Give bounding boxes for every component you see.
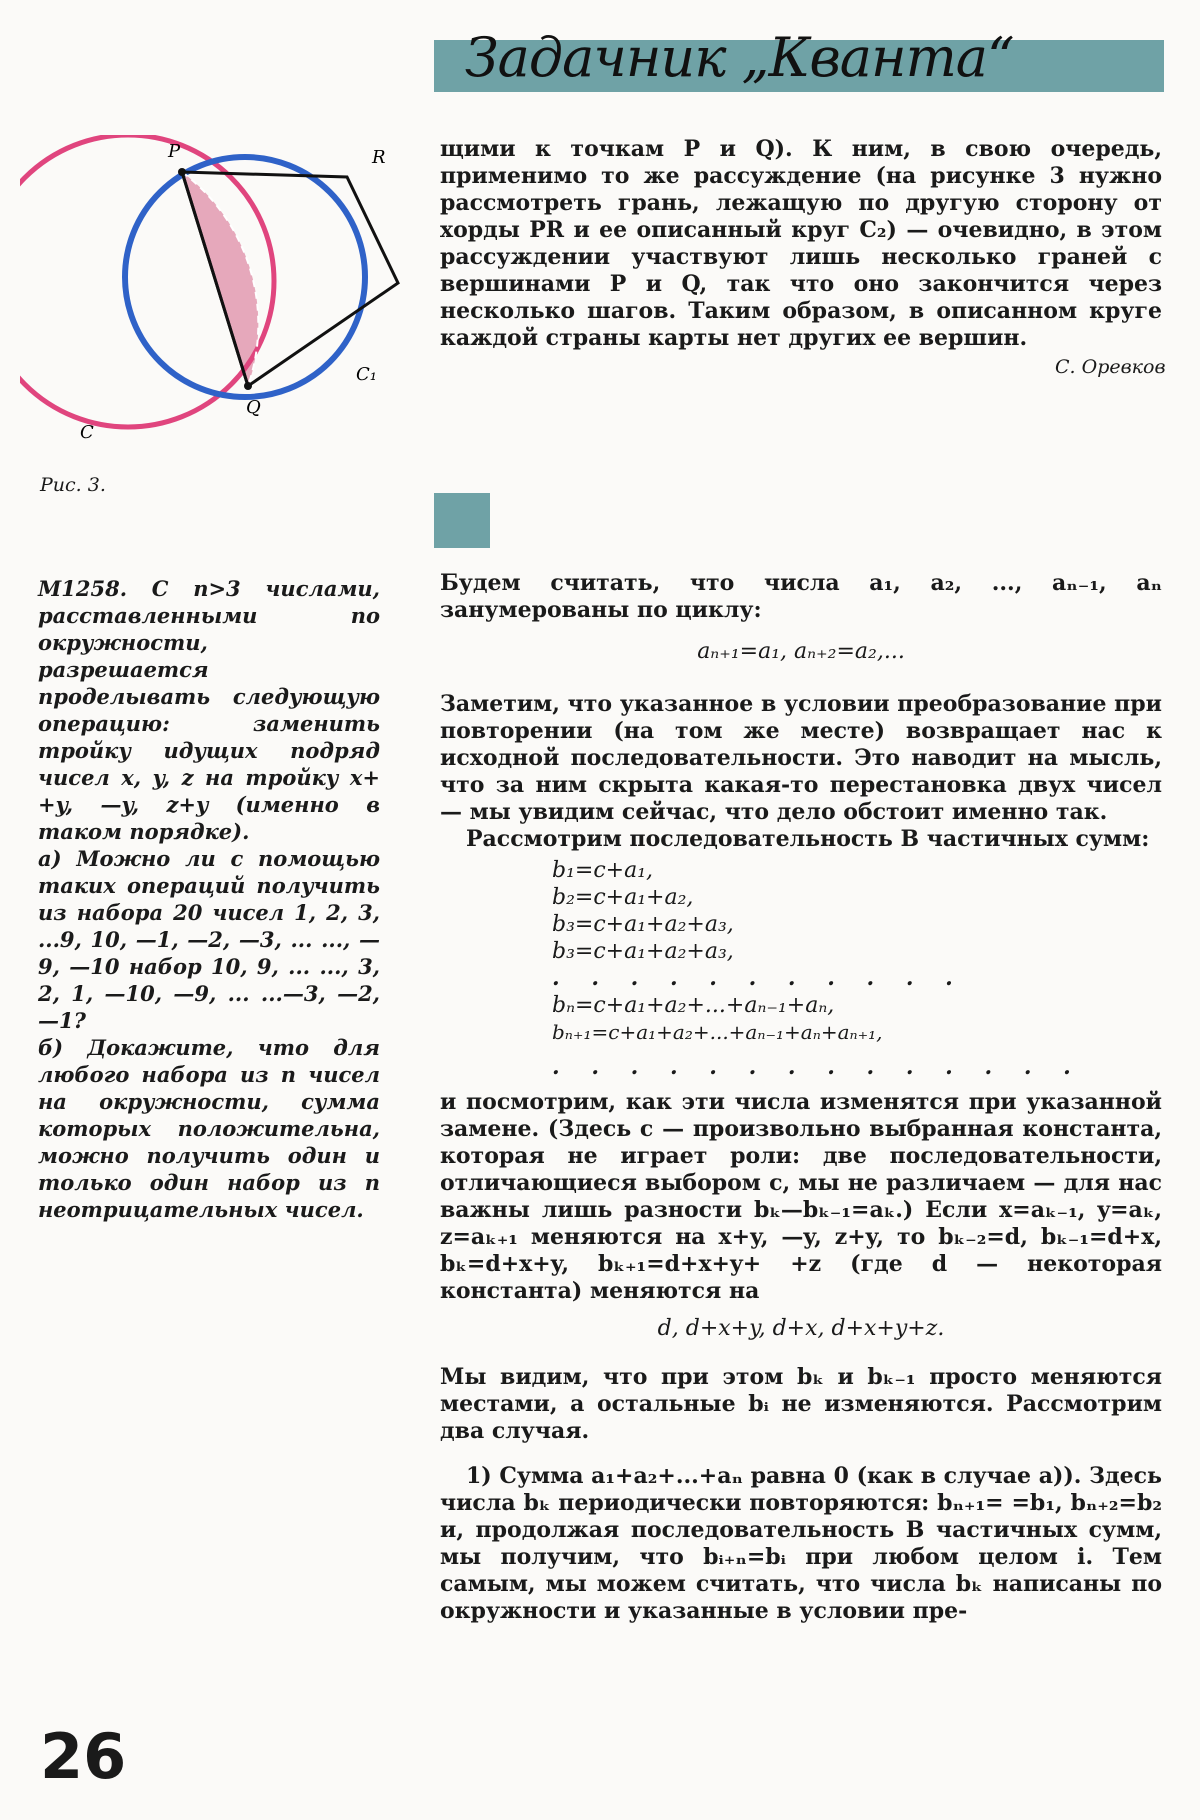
solution — [440, 570, 1162, 1625]
partial-sums-block — [552, 857, 1162, 1081]
label-r: R — [372, 147, 386, 168]
author-signature: С. Оревков — [1055, 356, 1166, 378]
problem-m1258 — [38, 575, 380, 1223]
formula-line: b₃=c+a₁+a₂+a₃, — [552, 939, 734, 964]
formula-line: b₂=c+a₁+a₂, — [552, 885, 694, 910]
formula-dots: . . . . . . . . . . . . . . — [552, 1054, 1083, 1080]
formula-line: bₙ=c+a₁+a₂+...+aₙ₋₁+aₙ, — [552, 993, 835, 1018]
problem-part-a: а) Можно ли с помощью таких операций получить из набора 20 чисел 1, 2, 3, ...9, 10, —1, —2, —3, ... ..., —9, —10 набор 10, 9, ... ..., 3, 2, 1, —10, —9, ... ...—3, —2, —1? — [38, 846, 380, 1033]
figure-caption: Рис. 3. — [40, 474, 106, 496]
continued-text: щими к точкам P и Q). К ним, в свою очередь, применимо то же рассуждение (на рисунке 3 нужно рассмотреть грань, лежащую по другую сторону от хорды PR и ее описанный круг C₂) — очевидно, в этом рассуждении участвуют лишь несколько граней с вершинами P и Q, так что оно закончится через несколько шагов. Таким образом, в описанном круге каждой страны карты нет других ее вершин. — [440, 136, 1162, 351]
formula-dots: . . . . . . . . . . . — [552, 965, 965, 991]
formula-line: b₃=c+a₁+a₂+a₃, — [552, 912, 734, 937]
vertex-q — [244, 382, 252, 390]
problem-part-b: б) Докажите, что для любого набора из n чисел на окружности, сумма которых положительна, можно получить один и только один набор из n неотрицательных чисел. — [38, 1035, 380, 1222]
section-marker — [434, 493, 490, 548]
label-q: Q — [246, 397, 261, 418]
solution-paragraph: Рассмотрим последовательность B частичных сумм: — [466, 826, 1150, 852]
formula-line: bₙ₊₁=c+a₁+a₂+...+aₙ₋₁+aₙ+aₙ₊₁, — [552, 1020, 883, 1044]
problem-statement: М1258. С n>3 числами, расставленными по окружности, разрешается проделывать следующую операцию: заменить тройку идущих подряд чисел x, y, z на тройку x+ +y, —y, z+y (именно в таком порядке). — [38, 576, 380, 844]
solution-paragraph: и посмотрим, как эти числа изменятся при указанной замене. (Здесь c — произвольно выбранная константа, которая не играет роли: две последовательности, отличающиеся выбором c, мы не различаем — для нас важны лишь разности bₖ—bₖ₋₁=aₖ.) Если x=aₖ₋₁, y=aₖ, z=aₖ₊₁ меняются на x+y, —y, z+y, то bₖ₋₂=d, bₖ₋₁=d+x, bₖ=d+x+y, bₖ₊₁=d+x+y+ +z (где d — некоторая константа) меняются на — [440, 1089, 1162, 1304]
banner-title: Задачник „Кванта“ — [465, 26, 1014, 89]
label-p: P — [168, 141, 181, 162]
solution-paragraph: Мы видим, что при этом bₖ и bₖ₋₁ просто меняются местами, а остальные bᵢ не изменяются. Рассмотрим два случая. — [440, 1364, 1162, 1444]
solution-paragraph: Заметим, что указанное в условии преобразование при повторении (на том же месте) возвращает нас к исходной последовательности. Это наводит на мысль, что за ним скрыта какая-то перестановка двух чисел — мы увидим сейчас, что дело обстоит именно так. — [440, 691, 1162, 825]
formula-line: b₁=c+a₁, — [552, 858, 654, 883]
formula-cyclic: aₙ₊₁=a₁, aₙ₊₂=a₂,... — [697, 639, 905, 664]
solution-paragraph: 1) Сумма a₁+a₂+...+aₙ равна 0 (как в случае а)). Здесь числа bₖ периодически повторяются: bₙ₊₁= =b₁, bₙ₊₂=b₂ и, продолжая последовательность B частичных сумм, мы получим, что bᵢ₊ₙ=bᵢ при любом целом i. Тем самым, мы можем считать, что числа bₖ написаны по окружности и указанные в условии пре- — [440, 1463, 1162, 1624]
solution-paragraph: Будем считать, что числа a₁, a₂, ..., aₙ₋₁, aₙ занумерованы по циклу: — [440, 570, 1162, 623]
figure-3 — [20, 135, 440, 455]
label-c1: C₁ — [356, 364, 377, 385]
formula-replacement: d, d+x+y, d+x, d+x+y+z. — [657, 1316, 945, 1341]
label-c: C — [80, 422, 94, 443]
vertex-p — [178, 168, 186, 176]
page-number: 26 — [40, 1720, 127, 1793]
